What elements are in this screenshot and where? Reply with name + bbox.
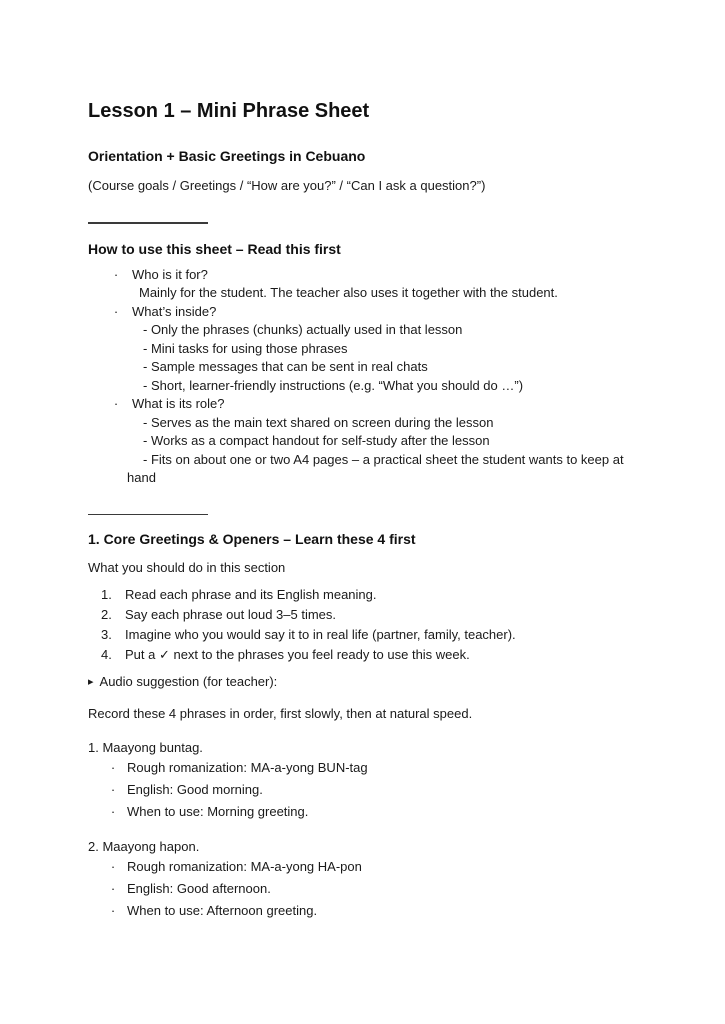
howto-item-who — [88, 266, 637, 303]
section-divider — [88, 222, 208, 224]
step-text: Say each phrase out loud 3–5 times. — [125, 607, 337, 622]
howto-detail: - Sample messages that can be sent in real chats — [143, 359, 428, 374]
step-number: 4. — [101, 647, 112, 662]
phrase-detail — [88, 878, 637, 900]
phrase-name: 1. Maayong buntag. — [88, 740, 203, 755]
scope-note: (Course goals / Greetings / “How are you?” / “Can I ask a question?”) — [88, 178, 486, 193]
howto-detail: - Works as a compact handout for self-study after the lesson — [143, 433, 490, 448]
howto-detail: - Fits on about one or two A4 pages – a practical sheet the student wants to keep at hand — [127, 451, 624, 485]
step-number: 3. — [101, 627, 112, 642]
step-text: Read each phrase and its English meaning. — [125, 587, 377, 602]
howto-question: Who is it for? — [132, 266, 208, 282]
phrase-details — [88, 856, 637, 922]
bullet-dot-icon: · — [110, 859, 116, 874]
steps-list — [88, 585, 637, 665]
howto-detail: - Only the phrases (chunks) actually used in that lesson — [143, 322, 463, 337]
step-item — [88, 645, 637, 665]
howto-item-inside — [88, 303, 637, 396]
bullet-dot-icon: · — [113, 396, 119, 411]
bullet-dot-icon: · — [113, 266, 119, 282]
howto-list — [88, 266, 637, 488]
bullet-dot-icon: · — [110, 782, 116, 797]
phrase-detail — [88, 900, 637, 922]
bullet-dot-icon: · — [113, 303, 119, 319]
audio-instruction: Record these 4 phrases in order, first slowly, then at natural speed. — [88, 706, 473, 721]
phrase-detail — [88, 801, 637, 823]
phrase-detail — [88, 757, 637, 779]
bullet-dot-icon: · — [110, 804, 116, 819]
bullet-dot-icon: · — [110, 760, 116, 775]
howto-question: What’s inside? — [132, 303, 217, 319]
howto-question: What is its role? — [132, 396, 225, 411]
phrase-detail-text: When to use: Morning greeting. — [127, 804, 309, 819]
section-divider — [88, 514, 208, 516]
audio-suggestion-label: Audio suggestion (for teacher): — [99, 674, 278, 689]
audio-suggestion-line — [88, 674, 637, 690]
howto-answer: Mainly for the student. The teacher also uses it together with the student. — [139, 285, 558, 300]
howto-detail: - Mini tasks for using those phrases — [143, 340, 348, 356]
step-number: 2. — [101, 607, 112, 622]
bullet-dot-icon: · — [110, 881, 116, 896]
step-item — [88, 625, 637, 645]
core-section-heading: 1. Core Greetings & Openers – Learn these 4 first — [88, 531, 416, 547]
phrase-details — [88, 757, 637, 823]
phrase-detail-text: Rough romanization: MA-a-yong BUN-tag — [127, 760, 368, 775]
phrase-block-2 — [88, 837, 637, 922]
step-item — [88, 605, 637, 625]
step-text: Put a ✓ next to the phrases you feel ready to use this week. — [125, 647, 470, 662]
bullet-dot-icon: · — [110, 903, 116, 918]
core-section-intro: What you should do in this section — [88, 560, 286, 575]
step-item — [88, 585, 637, 605]
phrase-detail — [88, 779, 637, 801]
phrase-detail-text: When to use: Afternoon greeting. — [127, 903, 318, 918]
triangle-marker-icon: ▸ — [88, 676, 94, 688]
phrase-detail — [88, 856, 637, 878]
page-title: Lesson 1 – Mini Phrase Sheet — [88, 100, 370, 122]
phrase-block-1 — [88, 738, 637, 823]
howto-detail: - Serves as the main text shared on screen during the lesson — [143, 414, 494, 430]
step-number: 1. — [101, 587, 112, 602]
howto-heading: How to use this sheet – Read this first — [88, 240, 341, 257]
phrase-name: 2. Maayong hapon. — [88, 839, 200, 854]
phrase-detail-text: English: Good afternoon. — [127, 881, 271, 896]
phrase-detail-text: Rough romanization: MA-a-yong HA-pon — [127, 859, 362, 874]
page-subtitle: Orientation + Basic Greetings in Cebuano — [88, 148, 366, 164]
howto-detail: - Short, learner-friendly instructions (e.g. “What you should do …”) — [143, 377, 524, 393]
phrase-detail-text: English: Good morning. — [127, 782, 263, 797]
step-text: Imagine who you would say it to in real life (partner, family, teacher). — [125, 627, 516, 642]
howto-item-role — [88, 395, 637, 488]
